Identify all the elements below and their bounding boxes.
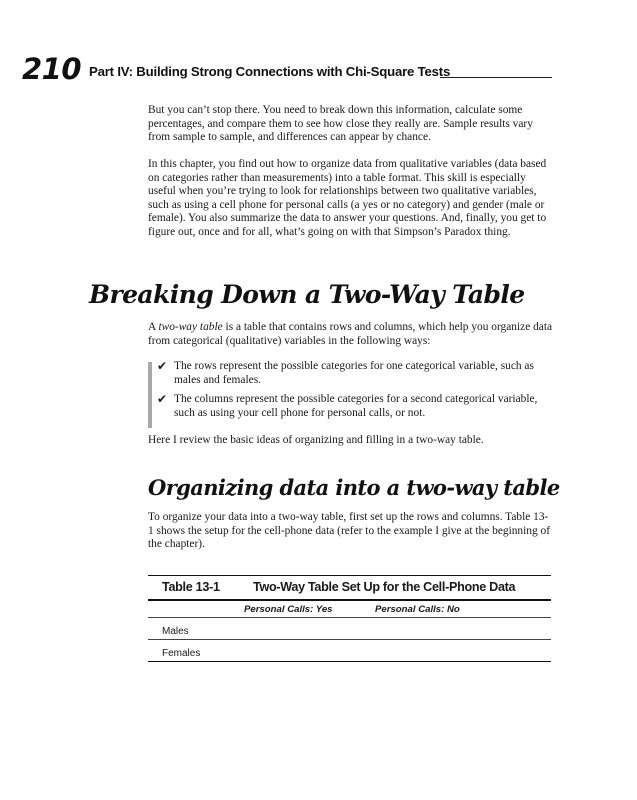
running-head: Part IV: Building Strong Connections with Chi-Square Tests (89, 64, 451, 79)
page-number: 210 (22, 52, 82, 86)
table-title-row (148, 576, 551, 599)
list-item (148, 393, 554, 420)
list-item-text: The columns represent the possible categories for a second categorical variable, such as using your cell phone for personal calls, or not. (174, 393, 538, 419)
subsection-heading: Organizing data into a two-way table (148, 475, 560, 500)
closing-paragraph: Here I review the basic ideas of organizing and filling in a two-way table. (148, 434, 484, 446)
subsection-paragraph: To organize your data into a two-way table, first set up the rows and columns. Table 13-1 shows the setup for the cell-phone data (refer to the example I give at the beginning of the chapter). (148, 511, 551, 551)
table-13-1 (148, 575, 551, 662)
check-icon: ✔ (157, 359, 168, 373)
column-header-yes: Personal Calls: Yes (244, 604, 333, 615)
table-bottom-rule (148, 661, 551, 662)
table-row (148, 618, 551, 639)
bullet-list (148, 360, 554, 426)
column-header-no: Personal Calls: No (375, 604, 460, 615)
table-label: Table 13-1 (162, 580, 220, 594)
intro-paragraph-1: But you can’t stop there. You need to break down this information, calculate some percentages, and compare them to see how close they really are. Sample results vary from sample to sample, and differences can appear by chance. (148, 104, 533, 144)
definition-prefix: A (148, 321, 159, 333)
table-column-header-row (148, 601, 551, 617)
definition-text: is a table that contains rows and columns, which help you organize data from categorical (qualitative) variables in the following ways: (148, 321, 553, 347)
running-head-rule (440, 77, 552, 78)
intro-paragraph-2: In this chapter, you find out how to organize data from qualitative variables (data based on categories rather than measurements) into a table format. This skill is especially useful when you’re trying to look for relationships between two qualitative variables, such as using a cell phone for personal calls (a yes or no category) and gender (male or female). You also summarize the data to answer your questions. And, finally, you get to figure out, once and for all, what’s going on with that Simpson’s Paradox thing. (148, 158, 547, 238)
list-item (148, 360, 554, 387)
table-row (148, 640, 551, 661)
table-title: Two-Way Table Set Up for the Cell-Phone Data (253, 580, 516, 594)
definition-paragraph (148, 321, 554, 348)
section-heading: Breaking Down a Two-Way Table (89, 280, 525, 309)
definition-term: two-way table (158, 321, 223, 333)
row-label-males: Males (162, 626, 189, 637)
check-icon: ✔ (157, 392, 168, 407)
row-label-females: Females (162, 648, 201, 659)
list-item-text: The rows represent the possible categories for one categorical variable, such as males and females. (174, 360, 534, 386)
